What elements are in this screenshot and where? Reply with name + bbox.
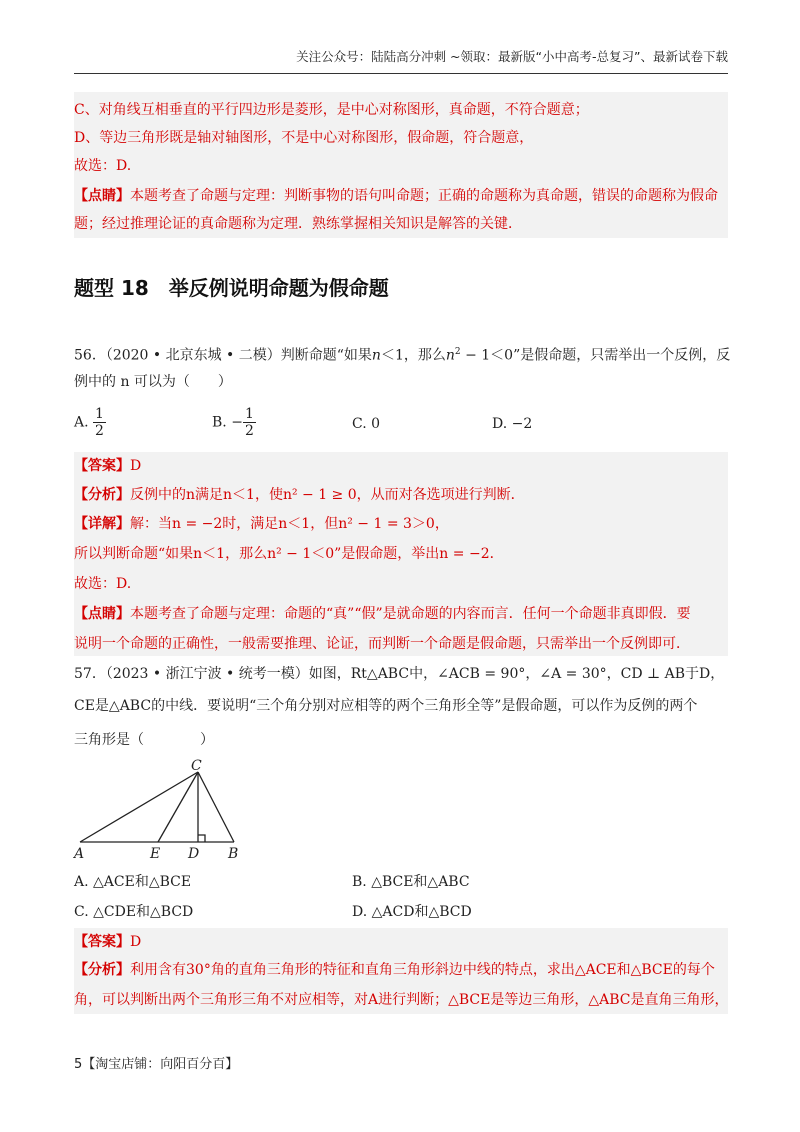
- fraction-denominator: 2: [95, 423, 104, 439]
- side-ac: [80, 772, 198, 842]
- dianjing-text-1: 本题考查了命题与定理：判断事物的语句叫命题；正确的命题称为真命题，错误的命题称为假命: [130, 188, 718, 204]
- q57-answer: [74, 932, 141, 952]
- q56-option-a-fraction: [93, 406, 106, 439]
- q56-stem-b: ”是假命题，只需举出一个反例，反: [513, 347, 731, 364]
- q56-stem-line-2: 例中的 n 可以为（ ）: [74, 374, 232, 390]
- label-a: A: [74, 846, 85, 862]
- dianjing-tag: 【点睛】: [74, 188, 130, 204]
- section-title: 题型 18 举反例说明命题为假命题: [74, 276, 389, 300]
- fraction-numerator: 1: [95, 406, 104, 422]
- option-c-explanation: C、对角线互相垂直的平行四边形是菱形，是中心对称图形，真命题，不符合题意；: [74, 102, 589, 118]
- q56-stem-line-1: [74, 342, 730, 366]
- q56-dianjing-1: [74, 604, 691, 624]
- label-e: E: [150, 846, 161, 862]
- option-d-explanation: D、等边三角形既是轴对轴图形，不是中心对称图形，假命题，符合题意，: [74, 130, 534, 146]
- dianjing-text: 本题考查了命题与定理：命题的“真”“假”是就命题的内容而言．任何一个命题非真即假．要: [130, 606, 691, 622]
- q57-stem-1: 57．（2023 • 浙江宁波 • 统考一模）如图，Rt△ABC中，∠ACB = 90°，∠A = 30°，CD ⊥ AB于D，: [74, 666, 725, 682]
- analysis-text-1: 利用含有30°角的直角三角形的特征和直角三角形斜边中线的特点，求出△ACE和△BCE的每个: [130, 962, 715, 978]
- side-cb: [198, 772, 234, 842]
- q57-analysis-2: 角，可以判断出两个三角形三角不对应相等，对A进行判断；△BCE是等边三角形，△ABC是直角三角形，: [74, 992, 729, 1008]
- q56-detail-2: 所以判断命题“如果n＜1，那么n² − 1＜0”是假命题，举出n = −2．: [74, 546, 504, 562]
- answer-tag: 【答案】: [74, 458, 130, 474]
- q57-option-c: C. △CDE和△BCD: [74, 904, 194, 920]
- q57-option-a: A. △ACE和△BCE: [74, 874, 192, 890]
- q56-option-b-sign: −: [231, 414, 243, 431]
- q56-option-b: [212, 406, 256, 439]
- dianjing-tag: 【点睛】: [74, 606, 130, 622]
- q56-var-n: n: [371, 347, 381, 364]
- right-angle-mark: [198, 835, 205, 842]
- q56-expr-n: n: [445, 347, 455, 364]
- q56-lt1: ＜1，那么: [380, 347, 446, 364]
- q57-stem-3: 三角形是（ ）: [74, 732, 214, 748]
- q56-exp: 2: [454, 347, 461, 357]
- analysis-text: 反例中的n满足n＜1，使n² − 1 ≥ 0，从而对各选项进行判断．: [130, 487, 525, 503]
- detail-text: 解：当n = −2时，满足n＜1，但n² − 1 = 3＞0，: [130, 516, 449, 532]
- q57-option-b: B. △BCE和△ABC: [352, 874, 470, 890]
- q56-option-b-fraction: [243, 406, 256, 439]
- page-header: [74, 48, 728, 74]
- q56-option-c: C. 0: [352, 416, 381, 432]
- median-ce: [158, 772, 198, 842]
- q56-detail: [74, 514, 449, 534]
- answer-tag: 【答案】: [74, 934, 130, 950]
- dianjing-line-2: 题；经过推理论证的真命题称为定理．熟练掌握相关知识是解答的关键．: [74, 216, 522, 232]
- q57-triangle-figure: [70, 758, 270, 862]
- label-d: D: [188, 846, 200, 862]
- page-footer: 5【淘宝店铺：向阳百分百】: [74, 1057, 239, 1072]
- dianjing-line-1: [74, 186, 718, 206]
- q56-choose: 故选：D.: [74, 576, 132, 592]
- q56-answer: [74, 456, 141, 476]
- q56-option-d: D. −2: [492, 416, 533, 432]
- header-text: 关注公众号：陆陆高分冲刺 ~领取：最新版“小中高考-总复习”、最新试卷下载: [296, 49, 728, 64]
- answer-value: D: [130, 458, 142, 474]
- q56-expr-rest: − 1＜0: [460, 347, 514, 364]
- q56-stem-a: 56．（2020 • 北京东城 • 二模）判断命题“如果: [74, 347, 372, 364]
- label-c: C: [191, 758, 202, 774]
- q56-option-a-label: A.: [74, 414, 89, 431]
- q57-stem-2: CE是△ABC的中线．要说明“三个角分别对应相等的两个三角形全等”是假命题，可以作为反例的两个: [74, 698, 698, 714]
- fraction-numerator: 1: [244, 406, 254, 422]
- q57-analysis-1: [74, 960, 715, 980]
- fraction-denominator: 2: [244, 423, 254, 439]
- label-b: B: [228, 846, 239, 862]
- analysis-tag: 【分析】: [74, 487, 130, 503]
- q56-analysis: [74, 485, 525, 505]
- analysis-tag: 【分析】: [74, 962, 130, 978]
- answer-value: D: [130, 934, 142, 950]
- q56-dianjing-2: 说明一个命题的正确性，一般需要推理、论证，而判断一个命题是假命题，只需举出一个反例即可．: [74, 636, 690, 652]
- q57-option-d: D. △ACD和△BCD: [352, 904, 472, 920]
- choose-line: 故选：D.: [74, 158, 132, 174]
- q56-option-b-label: B.: [212, 414, 227, 431]
- detail-tag: 【详解】: [74, 516, 130, 532]
- q56-option-a: [74, 406, 106, 439]
